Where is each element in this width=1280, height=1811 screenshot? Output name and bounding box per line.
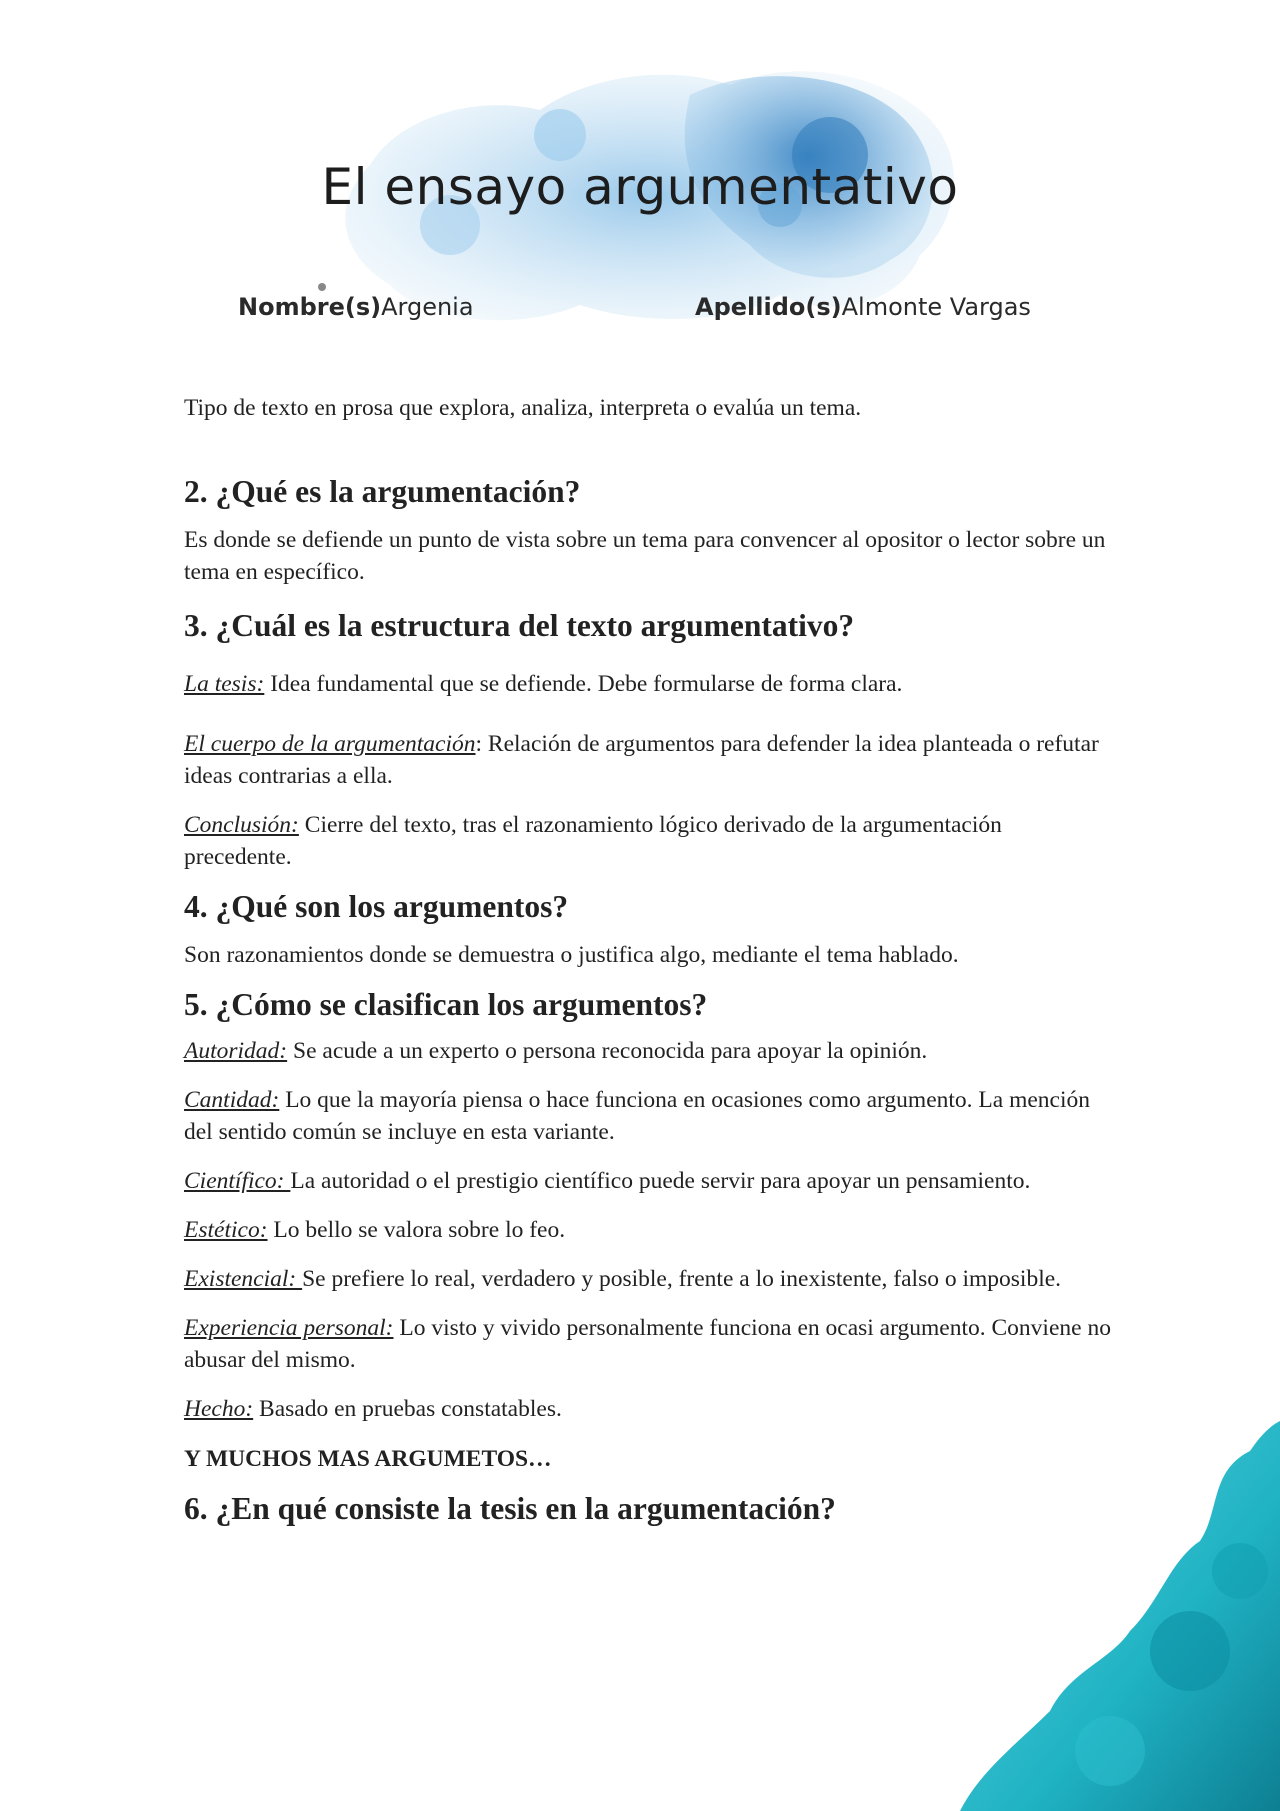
answer-q4: Son razonamientos donde se demuestra o justifica algo, mediante el tema hablado. bbox=[184, 942, 959, 968]
structure-item bbox=[184, 809, 1114, 873]
classification-text: Lo bello se valora sobre lo feo. bbox=[267, 1217, 566, 1243]
first-name-field bbox=[238, 293, 474, 321]
classification-item bbox=[184, 1035, 1114, 1067]
classification-term: Cantidad: bbox=[184, 1087, 280, 1113]
classification-text: Lo que la mayoría piensa o hace funciona en ocasiones como argumento. La mención del sentido común se incluye en esta variante. bbox=[184, 1087, 1090, 1145]
closing-note: Y MUCHOS MAS ARGUMETOS… bbox=[184, 1446, 552, 1472]
structure-text: Idea fundamental que se defiende. Debe formularse de forma clara. bbox=[264, 671, 903, 697]
classification-text: Se prefiere lo real, verdadero y posible, frente a lo inexistente, falso o imposible. bbox=[302, 1266, 1062, 1292]
classification-item bbox=[184, 1312, 1114, 1376]
structure-term: Conclusión: bbox=[184, 812, 299, 838]
classification-item bbox=[184, 1084, 1114, 1148]
first-name-label: Nombre(s) bbox=[238, 293, 382, 321]
classification-text: Basado en pruebas constatables. bbox=[253, 1396, 562, 1422]
classification-text: Lo visto y vivido personalmente funciona en ocasi argumento. Conviene no abusar del mismo. bbox=[184, 1315, 1111, 1373]
document-title: El ensayo argumentativo bbox=[321, 158, 959, 216]
structure-text: : Relación de argumentos para defender la idea planteada o refutar ideas contrarias a ella. bbox=[184, 731, 1099, 789]
classification-term: Hecho: bbox=[184, 1396, 254, 1422]
first-name-value: Argenia bbox=[381, 293, 474, 321]
document-body bbox=[184, 392, 1114, 1529]
answer-q2: Es donde se defiende un punto de vista sobre un tema para convencer al opositor o lector sobre un tema en específico. bbox=[184, 527, 1106, 585]
classification-term: Autoridad: bbox=[184, 1038, 288, 1064]
section-heading-q4: 4. ¿Qué son los argumentos? bbox=[184, 889, 569, 924]
intro-paragraph: Tipo de texto en prosa que explora, analiza, interpreta o evalúa un tema. bbox=[184, 395, 862, 421]
classification-item bbox=[184, 1393, 1114, 1425]
last-name-field bbox=[695, 293, 1031, 321]
section-heading-q6: 6. ¿En qué consiste la tesis en la argumentación? bbox=[184, 1491, 836, 1526]
structure-term: El cuerpo de la argumentación bbox=[184, 731, 476, 757]
section-heading-q3: 3. ¿Cuál es la estructura del texto argumentativo? bbox=[184, 608, 855, 643]
structure-item bbox=[184, 668, 1114, 700]
structure-text: Cierre del texto, tras el razonamiento lógico derivado de la argumentación precedente. bbox=[184, 812, 1002, 870]
classification-term: Experiencia personal: bbox=[184, 1315, 394, 1341]
classification-item bbox=[184, 1165, 1114, 1197]
section-heading-q2: 2. ¿Qué es la argumentación? bbox=[184, 474, 581, 509]
classification-term: Científico: bbox=[184, 1168, 291, 1194]
classification-term: Existencial: bbox=[184, 1266, 303, 1292]
structure-item bbox=[184, 728, 1114, 792]
structure-term: La tesis: bbox=[184, 671, 265, 697]
classification-item bbox=[184, 1214, 1114, 1246]
classification-item bbox=[184, 1263, 1114, 1295]
last-name-value: Almonte Vargas bbox=[841, 293, 1031, 321]
classification-text: La autoridad o el prestigio científico puede servir para apoyar un pensamiento. bbox=[290, 1168, 1031, 1194]
classification-term: Estético: bbox=[184, 1217, 268, 1243]
last-name-label: Apellido(s) bbox=[695, 293, 842, 321]
section-heading-q5: 5. ¿Cómo se clasifican los argumentos? bbox=[184, 987, 708, 1022]
classification-text: Se acude a un experto o persona reconocida para apoyar la opinión. bbox=[287, 1038, 928, 1064]
